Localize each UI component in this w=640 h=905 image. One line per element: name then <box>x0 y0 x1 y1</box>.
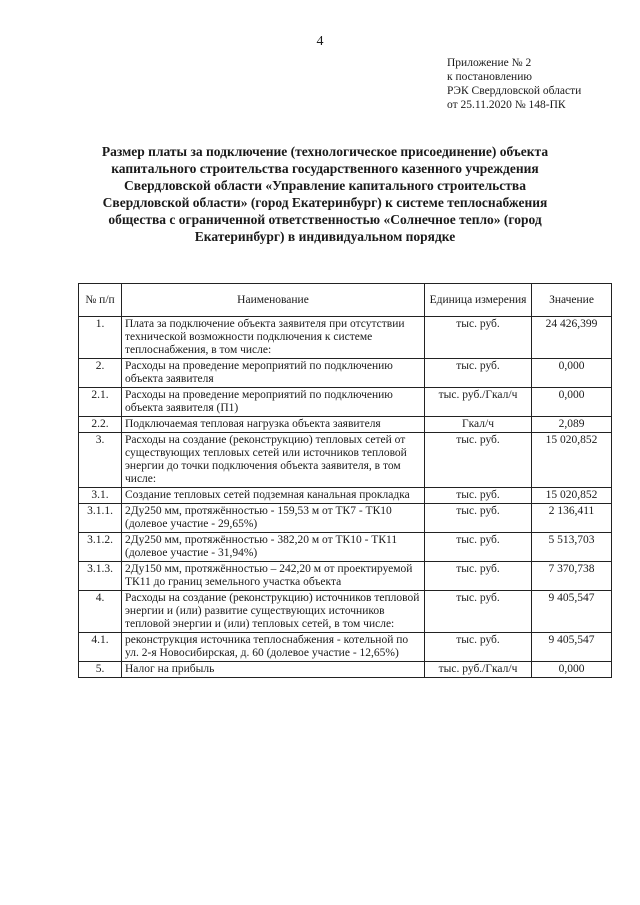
cell-num: 2.2. <box>79 417 122 433</box>
appendix-line: РЭК Свердловской области <box>447 85 582 97</box>
cell-unit: тыс. руб./Гкал/ч <box>425 388 532 417</box>
cell-unit: тыс. руб. <box>425 562 532 591</box>
cell-num: 1. <box>79 317 122 359</box>
cell-unit: тыс. руб. <box>425 488 532 504</box>
cell-num: 3.1.3. <box>79 562 122 591</box>
cell-unit: тыс. руб. <box>425 317 532 359</box>
header-value: Значение <box>532 284 612 317</box>
cell-num: 3.1.1. <box>79 504 122 533</box>
header-unit: Единица измерения <box>425 284 532 317</box>
table-row <box>79 633 612 662</box>
cell-value: 7 370,738 <box>532 562 612 591</box>
page-number: 4 <box>316 34 324 49</box>
cell-name: Подключаемая тепловая нагрузка объекта заявителя <box>122 417 425 433</box>
table-row <box>79 433 612 488</box>
table-row <box>79 317 612 359</box>
table-row <box>79 504 612 533</box>
cell-num: 5. <box>79 662 122 678</box>
cell-value: 9 405,547 <box>532 591 612 633</box>
cell-num: 3. <box>79 433 122 488</box>
cell-value: 2,089 <box>532 417 612 433</box>
table-row <box>79 417 612 433</box>
table-body <box>79 317 612 678</box>
appendix-line: Приложение № 2 <box>447 57 532 69</box>
cell-name: Создание тепловых сетей подземная канальная прокладка <box>122 488 425 504</box>
cell-name: 2Ду150 мм, протяжённостью – 242,20 м от проектируемой ТК11 до границ земельного участка объекта <box>122 562 425 591</box>
header-name: Наименование <box>122 284 425 317</box>
title-line: Свердловской области «Управление капитального строительства <box>124 178 526 193</box>
cell-name: Налог на прибыль <box>122 662 425 678</box>
cell-name: Расходы на проведение мероприятий по подключению объекта заявителя (П1) <box>122 388 425 417</box>
cell-num: 2.1. <box>79 388 122 417</box>
cell-num: 4.1. <box>79 633 122 662</box>
cell-name: 2Ду250 мм, протяжённостью - 159,53 м от ТК7 - ТК10 (долевое участие - 29,65%) <box>122 504 425 533</box>
table-row <box>79 533 612 562</box>
table-row <box>79 388 612 417</box>
cell-num: 3.1. <box>79 488 122 504</box>
cell-num: 2. <box>79 359 122 388</box>
title-line: Свердловской области» (город Екатеринбург) к системе теплоснабжения <box>102 195 548 210</box>
appendix-line: от 25.11.2020 № 148-ПК <box>447 99 566 111</box>
table-row <box>79 562 612 591</box>
appendix-line: к постановлению <box>447 71 532 83</box>
tariff-table <box>78 283 612 678</box>
cell-name: Расходы на проведение мероприятий по подключению объекта заявителя <box>122 359 425 388</box>
title-line: общества с ограниченной ответственностью «Солнечное тепло» (город <box>108 212 542 227</box>
cell-name: Расходы на создание (реконструкцию) тепловых сетей от существующих тепловых сетей или источников тепловой энергии до точки подключения объекта заявителя, в том числе: <box>122 433 425 488</box>
cell-unit: тыс. руб. <box>425 533 532 562</box>
cell-value: 9 405,547 <box>532 633 612 662</box>
table-row <box>79 488 612 504</box>
table-row <box>79 591 612 633</box>
cell-value: 15 020,852 <box>532 488 612 504</box>
cell-unit: тыс. руб. <box>425 359 532 388</box>
cell-unit: тыс. руб./Гкал/ч <box>425 662 532 678</box>
cell-name: реконструкция источника теплоснабжения - котельной по ул. 2-я Новосибирская, д. 60 (долевое участие - 12,65%) <box>122 633 425 662</box>
cell-name: 2Ду250 мм, протяжённостью - 382,20 м от ТК10 - ТК11 (долевое участие - 31,94%) <box>122 533 425 562</box>
title-line: Екатеринбург) в индивидуальном порядке <box>194 229 456 244</box>
cell-unit: тыс. руб. <box>425 633 532 662</box>
table-row <box>79 662 612 678</box>
cell-value: 5 513,703 <box>532 533 612 562</box>
title-line: капитального строительства государственного казенного учреждения <box>111 161 539 176</box>
title-line: Размер платы за подключение (технологическое присоединение) объекта <box>101 144 549 159</box>
cell-value: 0,000 <box>532 359 612 388</box>
cell-unit: тыс. руб. <box>425 433 532 488</box>
document-title <box>80 143 570 245</box>
cell-value: 2 136,411 <box>532 504 612 533</box>
cell-value: 0,000 <box>532 388 612 417</box>
appendix-block <box>447 56 581 112</box>
cell-num: 3.1.2. <box>79 533 122 562</box>
cell-name: Плата за подключение объекта заявителя при отсутствии технической возможности подключения к системе теплоснабжения, в том числе: <box>122 317 425 359</box>
cell-unit: тыс. руб. <box>425 591 532 633</box>
cell-value: 0,000 <box>532 662 612 678</box>
cell-value: 15 020,852 <box>532 433 612 488</box>
table-row <box>79 359 612 388</box>
cell-unit: Гкал/ч <box>425 417 532 433</box>
cell-unit: тыс. руб. <box>425 504 532 533</box>
table-header-row <box>79 284 612 317</box>
header-num: № п/п <box>79 284 122 317</box>
cell-name: Расходы на создание (реконструкцию) источников тепловой энергии и (или) развитие существующих источников тепловой энергии и (или) тепловых сетей, в том числе: <box>122 591 425 633</box>
cell-num: 4. <box>79 591 122 633</box>
cell-value: 24 426,399 <box>532 317 612 359</box>
